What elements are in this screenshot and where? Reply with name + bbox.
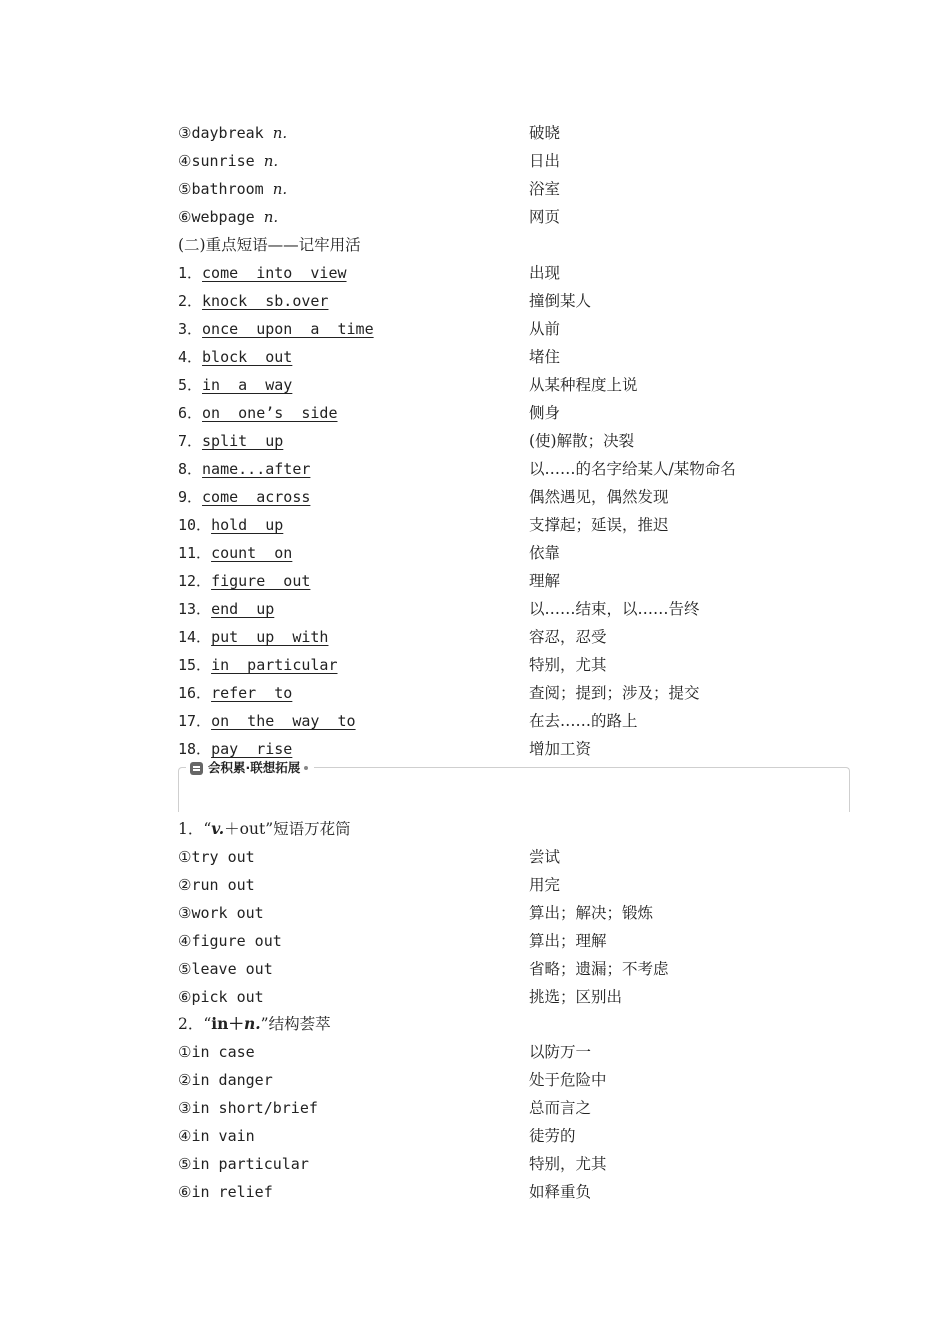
phrase-meaning: 以……的名字给某人/某物命名 [529,460,736,478]
dot-icon [304,766,308,770]
layers-icon [190,762,203,775]
out-phrase: ④figure out [178,932,282,950]
out-phrase-row [178,983,838,1011]
out-phrase-meaning: 省略；遗漏；不考虑 [529,960,669,978]
phrase-meaning: 侧身 [529,404,561,422]
in-phrase: ⑥in relief [178,1183,273,1201]
phrase-meaning: 依靠 [529,544,561,562]
word-entry: ③daybreak n. [178,124,288,142]
out-phrase-row [178,927,838,955]
phrase-entry: 4．block out [178,348,293,366]
phrase-entry: 9．come across [178,488,311,506]
phrase-row [178,623,838,651]
in-phrase: ④in vain [178,1127,255,1145]
phrase-row [178,707,838,735]
out-phrase: ⑥pick out [178,988,264,1006]
word-row [178,147,838,175]
word-meaning: 网页 [529,208,561,226]
out-phrase-meaning: 用完 [529,876,561,894]
phrase-entry: 12．figure out [178,572,311,590]
in-phrase: ②in danger [178,1071,273,1089]
phrase-row [178,287,838,315]
in-phrase-meaning: 徒劳的 [529,1127,576,1145]
phrase-meaning: 撞倒某人 [529,292,592,310]
phrase-meaning: 以……结束，以……告终 [529,600,700,618]
phrase-row [178,427,838,455]
phrase-meaning: 在去……的路上 [529,712,638,730]
in-phrase-row [178,1178,838,1206]
phrase-row [178,595,838,623]
phrase-row [178,679,838,707]
out-heading: 1．“v.＋out”短语万花筒 [178,819,351,838]
phrase-meaning: 特别，尤其 [529,656,607,674]
phrase-row [178,399,838,427]
phrase-row [178,259,838,287]
in-phrase: ①in case [178,1043,255,1061]
in-phrase-meaning: 处于危险中 [529,1071,607,1089]
phrase-entry: 11．count on [178,544,293,562]
out-phrase: ③work out [178,904,264,922]
word-meaning: 浴室 [529,180,561,198]
phrase-meaning: 增加工资 [529,740,592,758]
phrase-entry: 16．refer to [178,684,293,702]
phrase-meaning: 从某种程度上说 [529,376,638,394]
in-phrase-row [178,1066,838,1094]
out-phrase-meaning: 尝试 [529,848,561,866]
out-phrase-meaning: 挑选；区别出 [529,988,623,1006]
phrase-meaning: 从前 [529,320,561,338]
phrase-entry: 8．name...after [178,460,311,478]
phrase-entry: 18．pay rise [178,740,293,758]
out-phrase-row [178,843,838,871]
in-phrase-row [178,1122,838,1150]
phrase-row [178,371,838,399]
expansion-box-title [186,759,314,777]
word-row [178,119,838,147]
phrase-entry: 3．once upon a time [178,320,374,338]
phrase-row [178,483,838,511]
phrases-heading: (二)重点短语——记牢用活 [178,236,361,254]
in-phrase-row [178,1038,838,1066]
phrase-entry: 7．split up [178,432,284,450]
phrase-meaning: 理解 [529,572,561,590]
word-entry: ⑤bathroom n. [178,180,288,198]
in-phrase: ③in short/brief [178,1099,318,1117]
in-phrase-meaning: 总而言之 [529,1099,592,1117]
phrase-row [178,567,838,595]
in-phrase-meaning: 特别，尤其 [529,1155,607,1173]
out-phrase-row [178,871,838,899]
word-meaning: 破晓 [529,124,561,142]
word-entry: ④sunrise n. [178,152,279,170]
phrase-meaning: 堵住 [529,348,561,366]
word-entry: ⑥webpage n. [178,208,279,226]
phrase-entry: 13．end up [178,600,275,618]
phrase-meaning: (使)解散；决裂 [529,432,635,450]
out-phrase-row [178,899,838,927]
word-row [178,175,838,203]
phrase-meaning: 偶然遇见，偶然发现 [529,488,669,506]
out-phrase-row [178,955,838,983]
out-phrase: ②run out [178,876,255,894]
phrase-entry: 1．come into view [178,264,347,282]
in-phrase: ⑤in particular [178,1155,309,1173]
out-phrase: ⑤leave out [178,960,273,978]
phrase-entry: 15．in particular [178,656,338,674]
word-row [178,203,838,231]
phrase-entry: 10．hold up [178,516,284,534]
word-meaning: 日出 [529,152,561,170]
phrase-entry: 2．knock sb.over [178,292,329,310]
in-phrase-row [178,1094,838,1122]
phrase-entry: 6．on one’s side [178,404,338,422]
in-phrase-meaning: 如释重负 [529,1183,592,1201]
phrase-entry: 17．on the way to [178,712,356,730]
phrase-meaning: 容忍，忍受 [529,628,607,646]
phrase-row [178,315,838,343]
in-heading: 2．“in＋n.”结构荟萃 [178,1014,331,1033]
phrase-row [178,455,838,483]
in-phrase-meaning: 以防万一 [529,1043,592,1061]
phrase-row [178,651,838,679]
out-phrase-meaning: 算出；解决；锻炼 [529,904,654,922]
phrase-row [178,539,838,567]
out-phrase: ①try out [178,848,255,866]
phrase-meaning: 查阅；提到；涉及；提交 [529,684,700,702]
phrase-entry: 5．in a way [178,376,293,394]
in-phrase-row [178,1150,838,1178]
phrase-row [178,343,838,371]
box-title-text: 会积累·联想拓展 [208,760,301,775]
phrase-meaning: 支撑起；延误，推迟 [529,516,669,534]
out-phrase-meaning: 算出；理解 [529,932,607,950]
phrase-row [178,511,838,539]
phrase-meaning: 出现 [529,264,561,282]
phrase-entry: 14．put up with [178,628,329,646]
